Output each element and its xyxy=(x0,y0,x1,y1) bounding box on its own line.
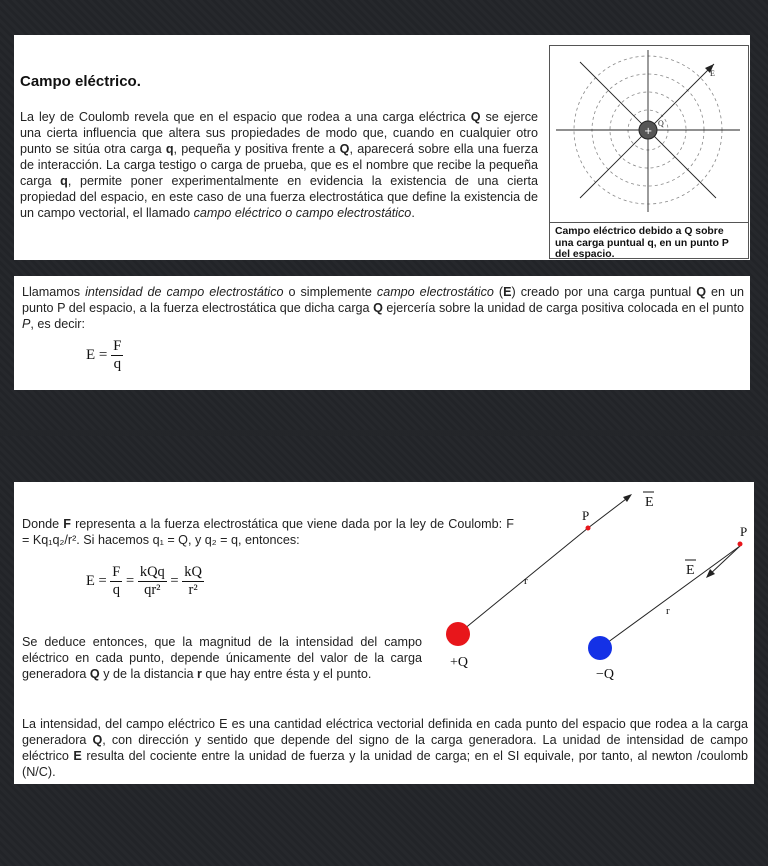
charges-diagram xyxy=(440,482,750,702)
definition-paragraph: Llamamos intensidad de campo electrostático o simplemente campo electrostático (E) creado por una carga puntual Q en un punto P del espacio, a la fuerza electrostática que dicha carga Q ejercería sobre la unidad de carga positiva colocada en el punto P, es decir: xyxy=(22,285,745,331)
label-p-positive: P xyxy=(582,508,590,523)
formula-e-kq-over-r2: E = $\frac{F}{q}$ = $\frac{\text{kQq}}{\text{qr²}}$ = $\frac{kQ}{\text{r²}}$ xyxy=(86,564,202,598)
page-title: Campo eléctrico. xyxy=(20,73,141,90)
field-label-e: E xyxy=(710,69,715,78)
point-p-positive xyxy=(586,526,591,531)
label-p-negative: P xyxy=(740,524,748,539)
slide-2 xyxy=(0,436,768,866)
intro-card xyxy=(14,35,750,260)
field-label-q: Q xyxy=(658,119,664,128)
label-minus-q: −Q xyxy=(596,667,615,682)
label-r-negative: r xyxy=(666,605,670,617)
definition-card xyxy=(14,276,750,390)
force-paragraph: Donde F representa a la fuerza electrostática que viene dada por la ley de Coulomb: F = Kq₁q₂/r². Si hacemos q₁ = Q, y q₂ = q, entonces: xyxy=(22,517,514,547)
point-p-negative xyxy=(738,542,743,547)
label-e-negative: E xyxy=(686,563,695,578)
slide-1 xyxy=(0,0,768,430)
field-figure xyxy=(549,45,749,259)
label-e-positive: E xyxy=(645,495,654,510)
positive-charge xyxy=(446,622,470,646)
coulomb-paragraph: La ley de Coulomb revela que en el espacio que rodea a una carga eléctrica Q se ejerce una cierta influencia que altera sus propiedades de modo que, cuando en cualquier otro punto se sitúa otra carga q, pequeña y positiva frente a Q, aparecerá sobre ella una fuerza de interacción. La carga testigo o carga de prueba, que es el nombre que recibe la pequeña carga q, permite poner experimentalmente en evidencia la existencia de una cierta propiedad del espacio, en este caso de una fuerza electrostática que define la existencia de un campo vectorial, el llamado campo eléctrico o campo electrostático. xyxy=(20,110,538,220)
coulomb-derivation-card xyxy=(14,482,754,784)
figure-caption: Campo eléctrico debido a Q sobre una carga puntual q, en un punto P del espacio. xyxy=(550,222,748,258)
field-lines-diagram xyxy=(550,46,748,218)
vector-paragraph: La intensidad, del campo eléctrico E es una cantidad eléctrica vectorial definida en cada punto del espacio que rodea a la carga generadora Q, con dirección y sentido que depende del signo de la carga generadora. La unidad de intensidad de campo eléctrico E resulta del cociente entre la unidad de fuerza y la unidad de carga; en el SI equivale, por tanto, al newton /coulomb (N/C). xyxy=(22,717,748,779)
formula-e-f-over-q: E = $\frac{F}{q}$ xyxy=(86,338,122,372)
magnitude-paragraph: Se deduce entonces, que la magnitud de la intensidad del campo eléctrico en cada punto, depende únicamente del valor de la carga generadora Q y de la distancia r que hay entre ésta y el punto. xyxy=(22,635,422,681)
svg-text:+: + xyxy=(644,126,653,137)
label-plus-q: +Q xyxy=(450,655,469,670)
label-r-positive: r xyxy=(524,575,528,587)
negative-charge xyxy=(588,636,612,660)
